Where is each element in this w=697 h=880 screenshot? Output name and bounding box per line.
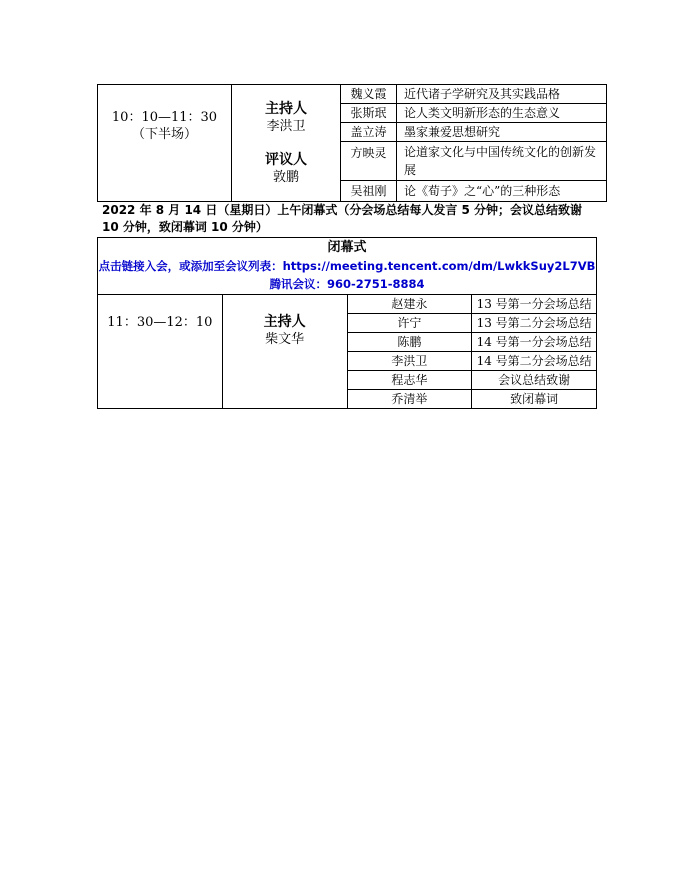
- speaker-title: 论《荀子》之“心”的三种形态: [397, 181, 607, 202]
- closing-header: [98, 238, 597, 295]
- session-table: [97, 84, 607, 202]
- host-name: 李洪卫: [266, 119, 306, 134]
- closing-speaker-task: 14 号第一分会场总结: [472, 333, 597, 352]
- closing-time: 11：30—12：10: [107, 315, 213, 330]
- closing-speaker-name: 赵建永: [347, 295, 472, 314]
- speaker-name: 方映灵: [341, 142, 397, 181]
- speaker-name: 魏义霞: [341, 85, 397, 104]
- speaker-title: 论道家文化与中国传统文化的创新发展: [397, 142, 607, 181]
- closing-speaker-name: 许宁: [347, 314, 472, 333]
- closing-host-name: 柴文华: [265, 332, 305, 347]
- speaker-title: 近代诸子学研究及其实践品格: [397, 85, 607, 104]
- session-time: 10：10—11：30: [111, 110, 218, 125]
- speaker-name: 盖立涛: [341, 123, 397, 142]
- closing-heading: 闭幕式: [327, 240, 367, 255]
- reviewer-role-label: 评议人: [265, 152, 307, 168]
- closing-speaker-task: 13 号第二分会场总结: [472, 314, 597, 333]
- meeting-link[interactable]: 点击链接入会，或添加至会议列表：https://meeting.tencent.com/dm/LwkkSuy2L7VB: [98, 259, 596, 273]
- meeting-id: 腾讯会议：960-2751-8884: [269, 277, 425, 291]
- closing-speaker-task: 13 号第一分会场总结: [472, 295, 597, 314]
- closing-speaker-task: 14 号第二分会场总结: [472, 352, 597, 371]
- closing-speaker-task: 会议总结致谢: [472, 371, 597, 390]
- speaker-name: 吴祖刚: [341, 181, 397, 202]
- roles-cell: [232, 85, 341, 202]
- closing-host-role-label: 主持人: [263, 314, 306, 330]
- closing-speaker-task: 致闭幕词: [472, 390, 597, 409]
- closing-note: 2022 年 8 月 14 日（星期日）上午闭幕式（分会场总结每人发言 5 分钟；会议总结致谢 10 分钟，致闭幕词 10 分钟）: [102, 203, 583, 234]
- reviewer-name: 敦鹏: [272, 170, 299, 185]
- closing-speaker-name: 陈鹏: [347, 333, 472, 352]
- closing-speaker-name: 乔清举: [347, 390, 472, 409]
- closing-speaker-name: 李洪卫: [347, 352, 472, 371]
- speaker-title: 墨家兼爱思想研究: [397, 123, 607, 142]
- closing-time-cell: [98, 295, 223, 409]
- speaker-name: 张斯珉: [341, 104, 397, 123]
- closing-speaker-name: 程志华: [347, 371, 472, 390]
- closing-table: [97, 237, 597, 409]
- host-role-label: 主持人: [265, 101, 307, 117]
- closing-roles-cell: [222, 295, 347, 409]
- time-cell: [98, 85, 232, 202]
- speaker-title: 论人类文明新形态的生态意义: [397, 104, 607, 123]
- session-half-label: （下半场）: [131, 127, 197, 142]
